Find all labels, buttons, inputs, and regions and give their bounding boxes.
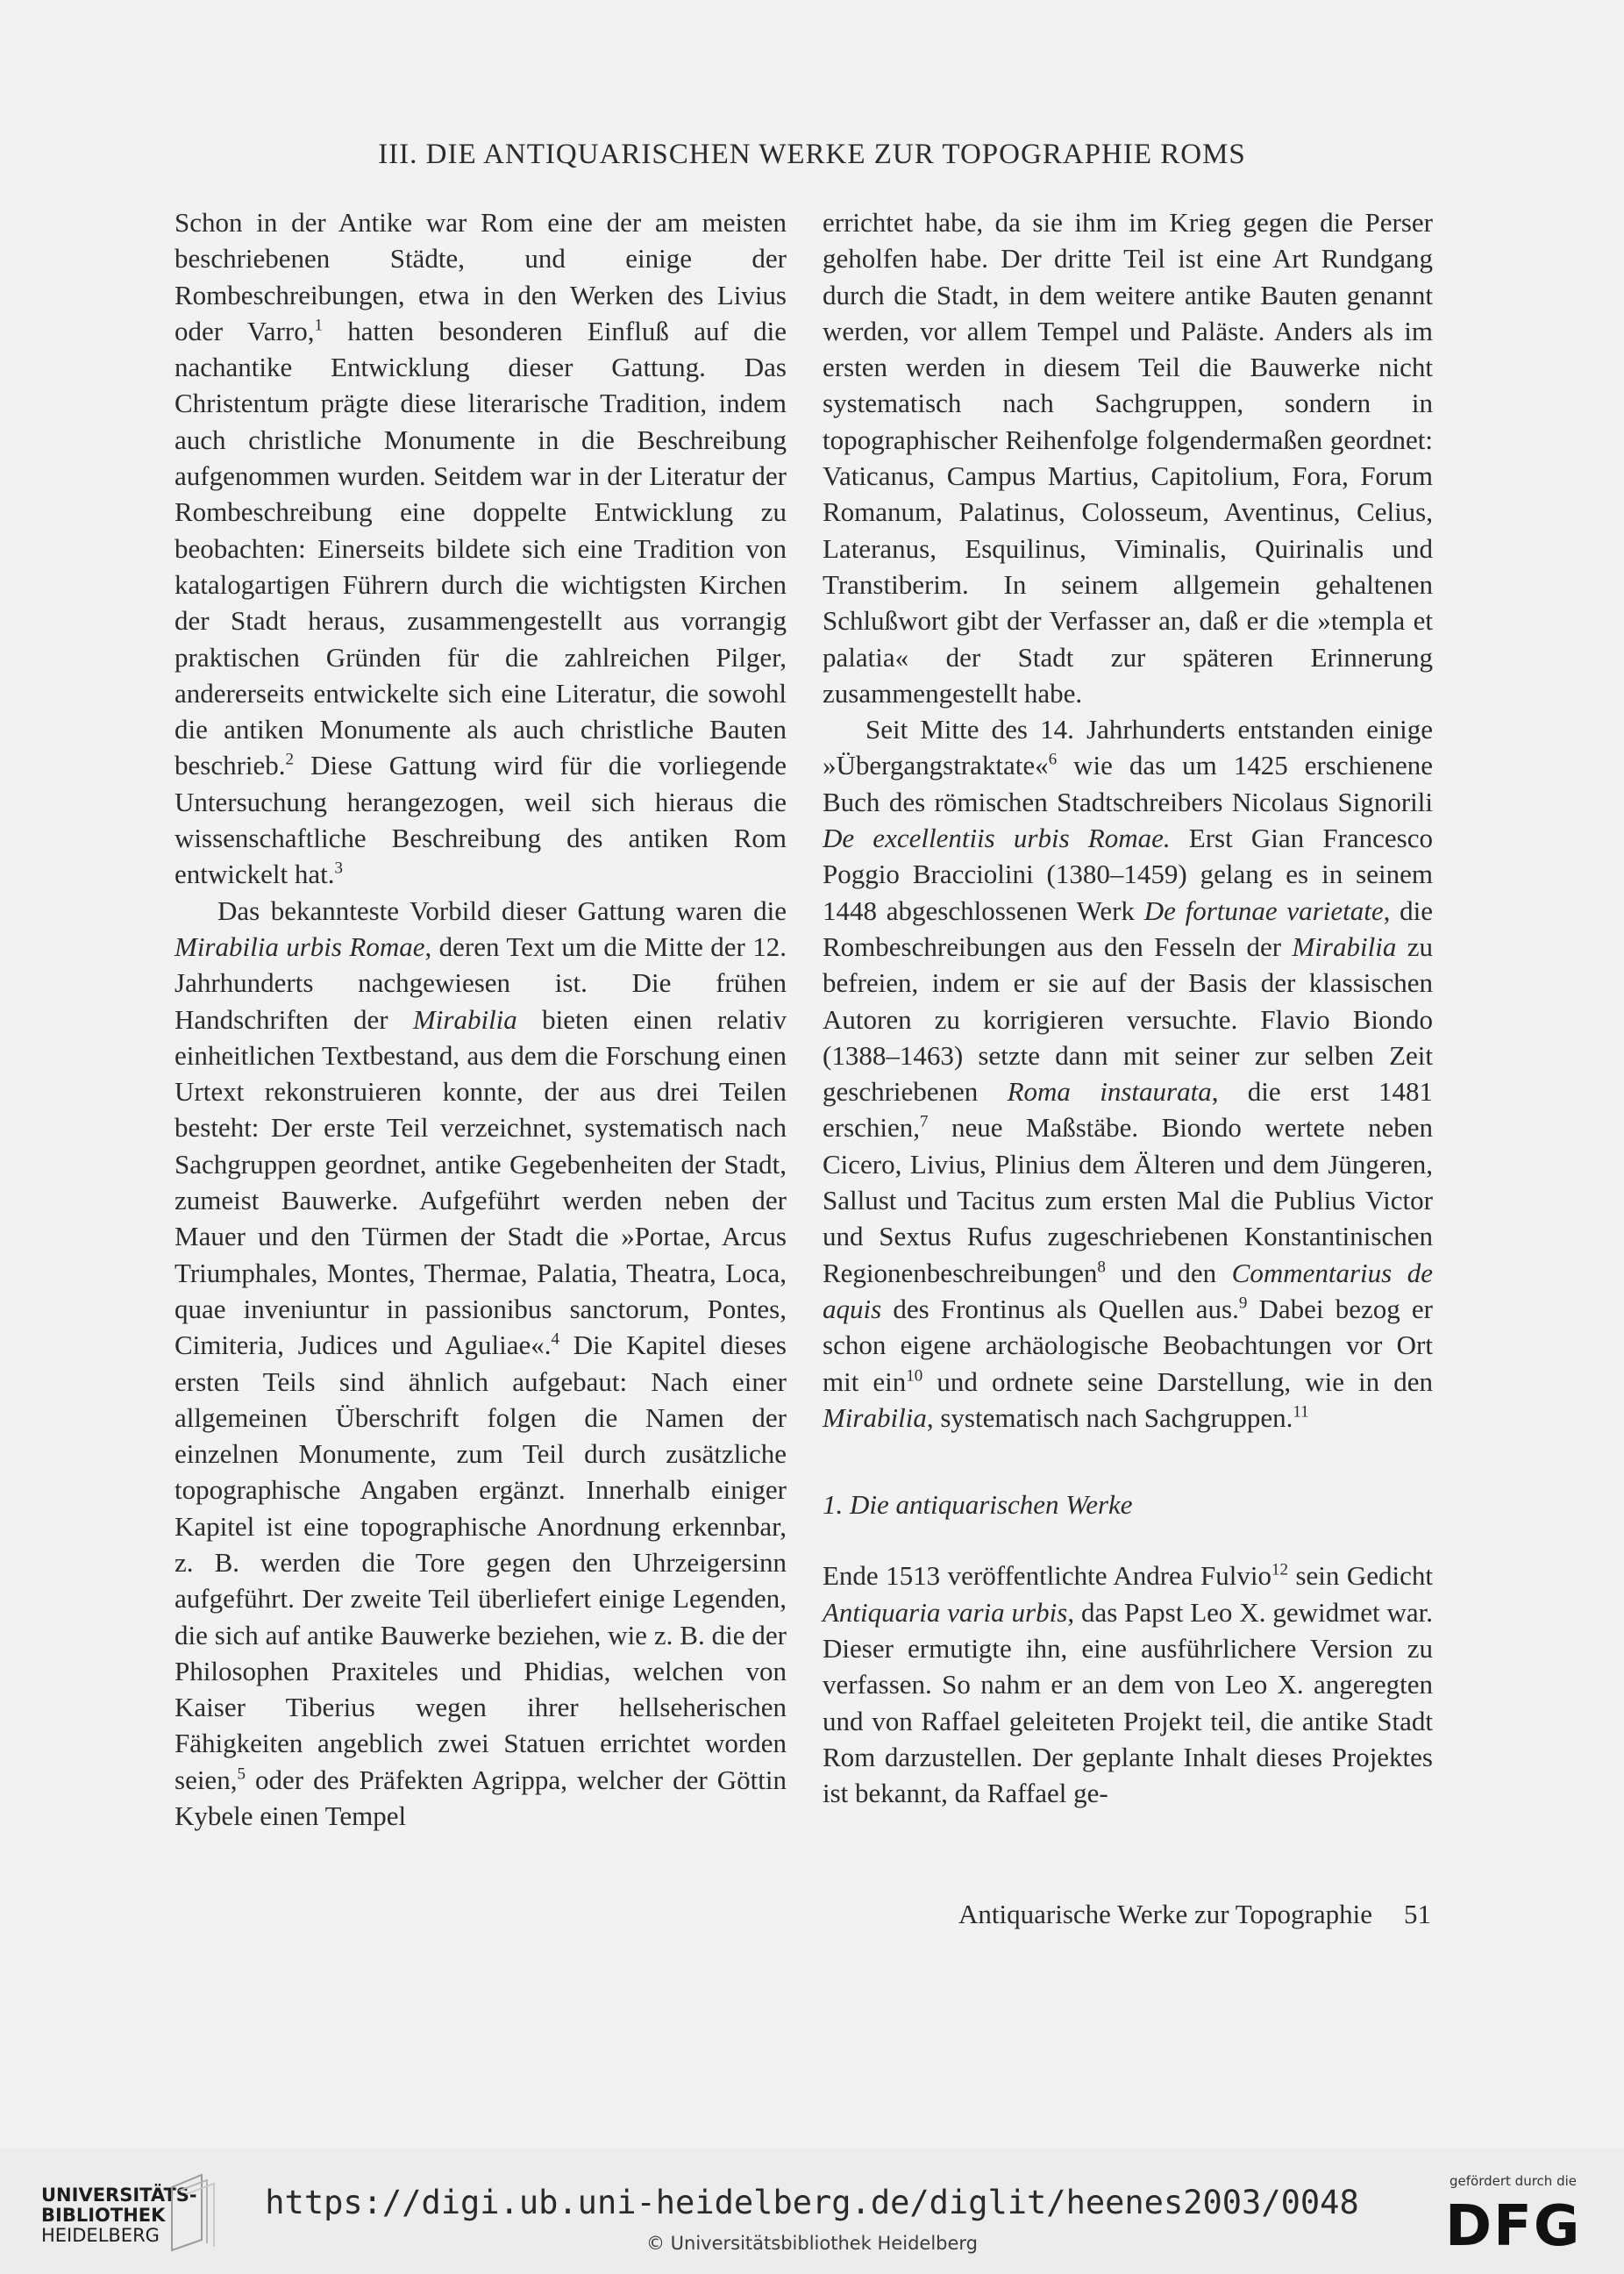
- dfg-logo[interactable]: DFG: [1445, 2194, 1582, 2259]
- paragraph: errichtet habe, da sie ihm im Krieg gegen die Perser geholfen habe. Der dritte Teil ist eine Art Rundgang durch die Stadt, in dem weitere antike Bauten genannt werden, vor allem Tempel und Paläste. Anders als im ersten werden in diesem Teil die Bauwerke nicht systematisch nach Sachgruppen, sondern in topographischer Reihenfolge folgendermaßen geordnet: Vaticanus, Campus Martius, Capitolium, Fora, Forum Romanum, Palatinus, Colosseum, Aventinus, Celius, Lateranus, Esquilinus, Viminalis, Quirinalis und Transtiberim. In seinem allgemein gehaltenen Schlußwort gibt der Verfasser an, daß er die »templa et palatia« der Stadt zur späteren Erinnerung zusammengestellt habe.: [823, 207, 1433, 709]
- footnote-ref[interactable]: 1: [314, 316, 323, 335]
- footnote-ref[interactable]: 7: [920, 1113, 929, 1132]
- permalink-url[interactable]: https://digi.ub.uni-heidelberg.de/diglit/heenes2003/0048: [265, 2184, 1359, 2221]
- footnote-ref[interactable]: 3: [334, 859, 343, 879]
- paragraph: Schon in der Antike war Rom eine der am meisten beschriebenen Städte, und einige der Rombeschreibungen, etwa in den Werken des Livius oder Varro,$^1$ hatten besonderen Einfluß auf die nachantike Entwicklung dieser Gattung. Das Christentum prägte diese literarische Tradition, indem auch christliche Monumente in die Beschreibung aufgenommen wurden. Seitdem war in der Literatur der Rombeschreibung eine doppelte Entwicklung zu beobachten: Einerseits bildete sich eine Tradition von katalogartigen Führern durch die wichtigsten Kirchen der Stadt heraus, zusammengestellt aus vorrangig praktischen Gründen für die zahlreichen Pilger, andererseits entwickelte sich eine Literatur, die sowohl die antiken Monumente als auch christliche Bauten beschrieb.$^2$ Diese Gattung wird für die vorliegende Untersuchung herangezogen, weil sich hieraus die wissenschaftliche Beschreibung des antiken Rom entwickelt hat.$^3$: [175, 207, 787, 890]
- footnote-ref[interactable]: 5: [237, 1764, 246, 1784]
- footnote-ref[interactable]: 4: [551, 1329, 559, 1349]
- footnote-ref[interactable]: 8: [1097, 1258, 1106, 1277]
- footnote-ref[interactable]: 6: [1048, 751, 1058, 770]
- left-column: [175, 204, 787, 1834]
- footnote-ref[interactable]: 11: [1293, 1402, 1309, 1422]
- footnote-ref[interactable]: 12: [1271, 1561, 1288, 1580]
- running-footer: [877, 1899, 1431, 1930]
- funder-label: gefördert durch die: [1449, 2173, 1577, 2189]
- copyright-notice: © Universitätsbibliothek Heidelberg: [645, 2233, 978, 2254]
- section-title: 1. Die antiquarischen Werke: [823, 1489, 1133, 1521]
- paragraph: Das bekannteste Vorbild dieser Gattung waren die Mirabilia urbis Romae, deren Text um die Mitte der 12. Jahrhunderts nachgewiesen ist. Die frühen Handschriften der Mirabilia bieten einen relativ einheitlichen Textbestand, aus dem die Forschung einen Urtext rekonstruieren konnte, der aus drei Teilen besteht: Der erste Teil verzeichnet, systematisch nach Sachgruppen geordnet, antike Gegebenheiten der Stadt, zumeist Bauwerke. Aufgeführt werden neben der Mauer und den Türmen der Stadt die »Portae, Arcus Triumphales, Montes, Thermae, Palatia, Theatra, Loca, quae inveniuntur in passionibus sanctorum, Pontes, Cimiteria, Judices und Aguliae«.$^4$ Die Kapitel dieses ersten Teils sind ähnlich aufgebaut: Nach einer allgemeinen Überschrift folgen die Namen der einzelnen Monumente, zum Teil durch zusätzliche topographische Angaben ergänzt. Innerhalb einiger Kapitel ist eine topographische Anordnung erkennbar, z. B. werden die Tore gegen den Uhrzeigersinn aufgeführt. Der zweite Teil überliefert einige Legenden, die sich auf antike Bauwerke beziehen, wie z. B. die der Philosophen Praxiteles und Phidias, welchen von Kaiser Tiberius wegen ihrer hellseherischen Fähigkeiten angeblich zwei Statuen errichtet worden seien,$^5$ oder des Präfekten Agrippa, welcher der Göttin Kybele einen Tempel: [175, 895, 787, 1832]
- footnote-ref[interactable]: 10: [906, 1366, 923, 1386]
- right-column: [823, 204, 1433, 1811]
- footnote-ref[interactable]: 9: [1238, 1294, 1248, 1313]
- paragraph: Ende 1513 veröffentlichte Andrea Fulvio$^{12}$ sein Gedicht Antiquaria varia urbis, das Papst Leo X. gewidmet war. Dieser ermutigte ihn, eine ausführlichere Version zu verfassen. So nahm er an dem von Leo X. angeregten und von Raffael geleiteten Projekt teil, die antike Stadt Rom darzustellen. Der geplante Inhalt dieses Projektes ist bekannt, da Raffael ge-: [823, 1560, 1434, 1809]
- running-title: Antiquarische Werke zur Topographie: [958, 1899, 1372, 1929]
- viewer-footer: [0, 2149, 1624, 2274]
- chapter-heading: III. DIE ANTIQUARISCHEN WERKE ZUR TOPOGRAPHIE ROMS: [378, 139, 1246, 170]
- page-number: 51: [1404, 1899, 1431, 1929]
- university-library-logo[interactable]: UNIVERSITÄTS- BIBLIOTHEK HEIDELBERG: [41, 2185, 197, 2246]
- paragraph: Seit Mitte des 14. Jahrhunderts entstanden einige »Übergangstraktate«$^6$ wie das um 1425 erschienene Buch des römischen Stadtschreibers Nicolaus Signorili De excellentiis urbis Romae. Erst Gian Francesco Poggio Bracciolini (1380–1459) gelang es in seinem 1448 abgeschlossenen Werk De fortunae varietate, die Rombeschreibungen aus den Fesseln der Mirabilia zu befreien, indem er sie auf der Basis der klassischen Autoren zu korrigieren versuchte. Flavio Biondo (1388–1463) setzte dann mit seiner zur selben Zeit geschriebenen Roma instaurata, die erst 1481 erschien,$^7$ neue Maßstäbe. Biondo wertete neben Cicero, Livius, Plinius dem Älteren und dem Jüngeren, Sallust und Tacitus zum ersten Mal die Publius Victor und Sextus Rufus zugeschriebenen Konstantinischen Regionenbeschreibungen$^8$ und den Commentarius de aquis des Frontinus als Quellen aus.$^9$ Dabei bezog er schon eigene archäologische Beobachtungen vor Ort mit ein$^{10}$ und ordnete seine Darstellung, wie in den Mirabilia, systematisch nach Sachgruppen.$^{11}$: [823, 714, 1433, 1433]
- footnote-ref[interactable]: 2: [285, 751, 295, 770]
